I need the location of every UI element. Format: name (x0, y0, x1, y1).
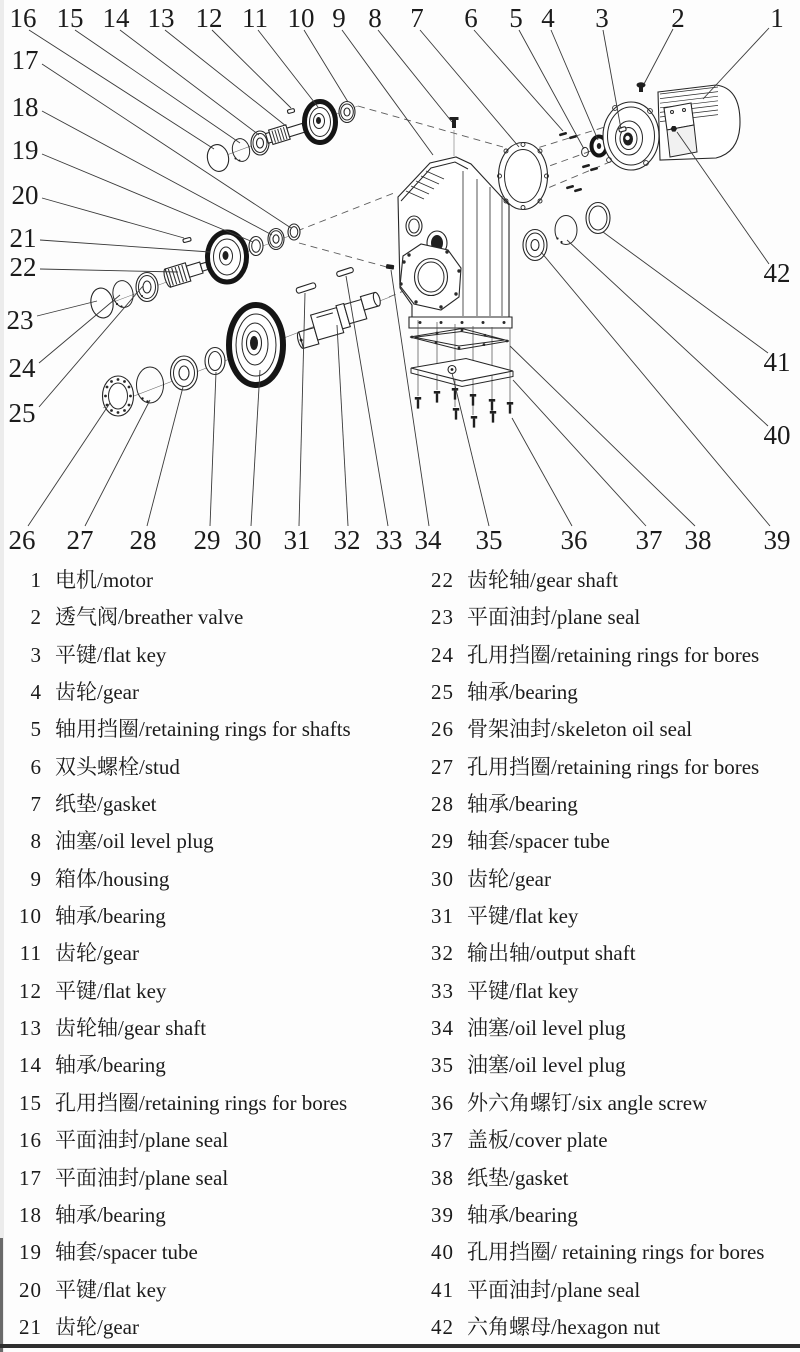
part-label: 齿轮/gear (55, 1314, 139, 1339)
part-label: 轴套/spacer tube (55, 1240, 198, 1265)
part-number: 18 (19, 1202, 42, 1227)
callout-number-28: 28 (129, 525, 157, 555)
callout-number-32: 32 (333, 525, 361, 555)
parts-list-row (422, 973, 796, 1010)
flat-key-33 (336, 267, 354, 277)
part-label: 孔用挡圈/retaining rings for bores (467, 642, 760, 667)
part-number: 27 (431, 754, 454, 779)
part-number: 42 (431, 1314, 454, 1339)
part-number: 4 (30, 680, 42, 705)
callout-number-12: 12 (195, 3, 223, 33)
part-label: 双头螺栓/stud (55, 754, 180, 779)
part-label: 轴承/bearing (55, 1053, 166, 1078)
callout-number-35: 35 (475, 525, 503, 555)
parts-list-row (422, 1160, 796, 1197)
flat-key-31 (296, 282, 317, 294)
part-label: 纸垫/gasket (55, 792, 157, 817)
parts-list-right-column (422, 562, 796, 1346)
parts-list-row (12, 1272, 412, 1309)
part-number: 17 (19, 1165, 42, 1190)
part-label: 外六角螺钉/six angle screw (467, 1090, 708, 1115)
part-number: 11 (19, 941, 42, 966)
callout-leader-5 (519, 30, 584, 149)
callout-leader-11 (258, 30, 318, 107)
part-number: 15 (19, 1090, 42, 1115)
callout-number-22: 22 (9, 252, 37, 282)
part-number: 21 (19, 1314, 42, 1339)
part-label: 平面油封/plane seal (55, 1165, 229, 1190)
callout-number-11: 11 (242, 3, 268, 33)
part-number: 13 (19, 1016, 42, 1041)
part-number: 35 (431, 1053, 454, 1078)
part-label: 输出轴/output shaft (467, 941, 636, 966)
callout-leader-6 (474, 30, 563, 131)
parts-list-row (12, 861, 412, 898)
callout-leader-14 (120, 30, 259, 135)
part-label: 轴承/bearing (55, 1202, 166, 1227)
callout-number-1: 1 (770, 3, 784, 33)
callout-number-38: 38 (684, 525, 712, 555)
motor-1 (603, 82, 740, 170)
parts-list-row (12, 1047, 412, 1084)
callout-leader-29 (210, 372, 216, 526)
callout-leader-31 (299, 293, 305, 526)
callout-leader-38 (510, 346, 695, 526)
callout-leader-2 (644, 29, 673, 84)
callout-number-17: 17 (11, 45, 39, 75)
callout-number-21: 21 (9, 223, 37, 253)
callout-leader-40 (567, 240, 768, 426)
callout-leader-41 (603, 232, 768, 353)
callout-number-16: 16 (9, 3, 37, 33)
part-number: 25 (431, 680, 454, 705)
part-number: 8 (30, 829, 42, 854)
callout-leader-9 (342, 30, 433, 155)
page-bottom-rule (0, 1344, 800, 1348)
callout-number-34: 34 (414, 525, 442, 555)
skeleton-oil-seal-26 (103, 376, 134, 416)
plane-seal-41 (586, 203, 610, 234)
parts-list-row (12, 1309, 412, 1346)
part-number: 3 (30, 642, 42, 667)
part-label: 箱体/housing (55, 866, 170, 891)
callout-number-42: 42 (763, 258, 791, 288)
part-label: 齿轮轴/gear shaft (467, 568, 619, 592)
plane-seal-23 (89, 286, 116, 319)
part-label: 平键/flat key (467, 904, 579, 929)
part-label: 轴承/bearing (467, 792, 578, 817)
part-number: 24 (431, 642, 454, 667)
parts-list-row (12, 711, 412, 748)
callout-number-33: 33 (375, 525, 403, 555)
parts-list-row (12, 973, 412, 1010)
parts-list-row (12, 898, 412, 935)
part-number: 29 (431, 829, 454, 854)
callout-leader-15 (75, 30, 240, 143)
parts-list-row (422, 1010, 796, 1047)
callout-number-2: 2 (671, 3, 685, 33)
parts-list-row (12, 1234, 412, 1271)
part-number: 39 (431, 1202, 454, 1227)
retaining-ring-27 (137, 367, 164, 403)
part-label: 齿轮轴/gear shaft (55, 1016, 207, 1041)
part-label: 油塞/oil level plug (55, 829, 214, 854)
bearing-39 (523, 230, 547, 261)
callout-number-24: 24 (8, 353, 36, 383)
part-label: 骨架油封/skeleton oil seal (467, 717, 693, 742)
parts-list-row (12, 935, 412, 972)
oil-plug-34 (386, 264, 395, 270)
plane-seal-16 (205, 143, 231, 174)
part-label: 油塞/oil level plug (467, 1053, 626, 1078)
page-left-edge-dark (0, 1238, 3, 1352)
callout-number-25: 25 (8, 398, 36, 428)
part-number: 5 (30, 717, 42, 742)
part-label: 平键/flat key (467, 978, 579, 1003)
callout-number-5: 5 (509, 3, 523, 33)
parts-list-row (12, 637, 412, 674)
parts-list-row (422, 599, 796, 636)
part-label: 齿轮/gear (55, 680, 139, 705)
gear-30 (229, 305, 283, 385)
bearing-28 (171, 356, 198, 390)
part-number: 37 (431, 1128, 454, 1153)
part-label: 轴用挡圈/retaining rings for shafts (55, 717, 351, 742)
parts-list-row (422, 898, 796, 935)
part-label: 平面油封/plane seal (467, 605, 641, 630)
callout-number-31: 31 (283, 525, 311, 555)
parts-list-row (12, 786, 412, 823)
spacer-tube-19 (249, 237, 263, 256)
parts-list-row (12, 599, 412, 636)
callout-number-7: 7 (410, 3, 424, 33)
parts-list-row (12, 674, 412, 711)
callout-leader-18 (42, 111, 272, 235)
callout-leader-27 (85, 400, 150, 526)
part-number: 31 (431, 904, 454, 929)
parts-list-row (422, 1047, 796, 1084)
part-number: 9 (30, 866, 42, 891)
callout-number-15: 15 (56, 3, 84, 33)
callout-number-40: 40 (763, 420, 791, 450)
screw (453, 408, 459, 420)
screw (470, 394, 476, 406)
callout-number-19: 19 (11, 135, 39, 165)
part-label: 平面油封/plane seal (467, 1277, 641, 1302)
screw (507, 402, 513, 414)
callout-number-37: 37 (635, 525, 663, 555)
screw (434, 391, 440, 403)
part-number: 34 (431, 1016, 454, 1041)
screw (471, 416, 477, 428)
parts-list-row (12, 1010, 412, 1047)
callout-labels (7, 3, 791, 555)
callout-leader-28 (147, 387, 183, 526)
callout-number-8: 8 (368, 3, 382, 33)
screw (490, 411, 496, 423)
parts-list-row (422, 1085, 796, 1122)
callout-number-30: 30 (234, 525, 262, 555)
parts-list-row (12, 1160, 412, 1197)
callout-leader-7 (420, 30, 519, 147)
part-number: 10 (19, 904, 42, 929)
part-number: 2 (30, 605, 42, 630)
bearing-10 (339, 102, 355, 123)
right-side-seals (498, 143, 611, 261)
callout-number-26: 26 (8, 525, 36, 555)
parts-list-row (422, 749, 796, 786)
parts-list-row (422, 1309, 796, 1346)
callout-number-9: 9 (332, 3, 346, 33)
parts-list-row (422, 637, 796, 674)
callout-number-6: 6 (464, 3, 478, 33)
parts-list-row (422, 562, 796, 599)
parts-list-row (422, 861, 796, 898)
callout-number-36: 36 (560, 525, 588, 555)
retaining-ring-40 (555, 216, 577, 245)
parts-list-row (12, 823, 412, 860)
gasket-38 (410, 329, 509, 350)
spacer-tube-29 (205, 348, 225, 375)
part-label: 孔用挡圈/retaining rings for bores (467, 754, 760, 779)
callout-number-4: 4 (541, 3, 555, 33)
input-shaft-assembly (205, 102, 355, 174)
parts-list-row (422, 786, 796, 823)
part-label: 轴承/bearing (467, 680, 578, 705)
part-number: 40 (431, 1240, 454, 1265)
gear-21 (208, 232, 247, 282)
parts-list-row (422, 823, 796, 860)
callout-leader-30 (251, 370, 260, 526)
oil-plug-8 (450, 117, 459, 156)
callout-number-18: 18 (11, 92, 39, 122)
part-number: 33 (431, 978, 454, 1003)
callout-leader-36 (512, 418, 572, 526)
motor-flange (603, 102, 659, 170)
part-label: 电机/motor (55, 568, 153, 592)
housing-9 (386, 117, 512, 328)
part-label: 盖板/cover plate (467, 1128, 608, 1153)
parts-list-row (422, 1234, 796, 1271)
callout-leader-8 (378, 30, 452, 122)
part-label: 齿轮/gear (55, 941, 139, 966)
parts-list-row (422, 674, 796, 711)
plane-seal-17 (288, 224, 300, 240)
parts-list-row (12, 1085, 412, 1122)
part-number: 30 (431, 866, 454, 891)
part-label: 孔用挡圈/ retaining rings for bores (467, 1240, 765, 1265)
parts-list-row (422, 1272, 796, 1309)
parts-list-row (12, 1122, 412, 1159)
part-number: 7 (30, 792, 42, 817)
part-label: 油塞/oil level plug (467, 1016, 626, 1041)
parts-list-row (422, 1197, 796, 1234)
part-label: 孔用挡圈/retaining rings for bores (55, 1090, 348, 1115)
callout-number-39: 39 (763, 525, 791, 555)
part-number: 41 (431, 1277, 454, 1302)
callout-number-27: 27 (66, 525, 94, 555)
gear-11 (305, 102, 336, 143)
parts-list-row (12, 749, 412, 786)
part-number: 20 (19, 1277, 42, 1302)
bearing-25 (136, 273, 158, 302)
part-label: 齿轮/gear (467, 866, 551, 891)
part-number: 23 (431, 605, 454, 630)
part-label: 轴承/bearing (55, 904, 166, 929)
callout-leader-16 (29, 30, 214, 149)
screw (415, 397, 421, 409)
retaining-ring-24 (111, 279, 135, 309)
part-number: 19 (19, 1240, 42, 1265)
part-label: 平键/flat key (55, 642, 167, 667)
part-number: 16 (19, 1128, 42, 1153)
part-label: 平键/flat key (55, 978, 167, 1003)
parts-list-left-column (12, 562, 412, 1346)
cover-plate-37 (411, 359, 513, 387)
callout-number-14: 14 (102, 3, 130, 33)
callout-leader-12 (212, 30, 291, 108)
part-number: 6 (30, 754, 42, 779)
part-number: 1 (30, 568, 42, 592)
part-number: 14 (19, 1053, 42, 1078)
parts-list-row (422, 1122, 796, 1159)
part-number: 36 (431, 1090, 454, 1115)
part-number: 12 (19, 978, 42, 1003)
callout-leader-37 (513, 380, 646, 526)
callout-number-29: 29 (193, 525, 221, 555)
callout-leader-4 (551, 30, 598, 140)
callout-leader-22 (40, 269, 178, 272)
flat-key-12 (287, 108, 295, 113)
part-label: 纸垫/gasket (467, 1165, 569, 1190)
callout-number-3: 3 (595, 3, 609, 33)
part-label: 平面油封/plane seal (55, 1128, 229, 1153)
retaining-ring-15 (230, 137, 251, 163)
callout-number-20: 20 (11, 180, 39, 210)
callout-number-10: 10 (287, 3, 315, 33)
part-number: 22 (431, 568, 454, 592)
callout-leader-1 (703, 28, 769, 99)
part-number: 28 (431, 792, 454, 817)
part-label: 平键/flat key (55, 1277, 167, 1302)
callout-leader-26 (28, 403, 110, 526)
callout-number-41: 41 (763, 347, 791, 377)
callout-number-13: 13 (147, 3, 175, 33)
exploded-view-diagram (0, 0, 800, 560)
parts-list-row (12, 562, 412, 599)
part-label: 轴套/spacer tube (467, 829, 610, 854)
part-label: 轴承/bearing (467, 1202, 578, 1227)
parts-list-row (422, 711, 796, 748)
callout-leader-39 (541, 252, 770, 526)
intermediate-shaft-assembly (89, 224, 300, 320)
gasket-7 (498, 143, 549, 210)
parts-list-row (12, 1197, 412, 1234)
callout-number-23: 23 (6, 305, 34, 335)
callout-leader-33 (346, 276, 388, 526)
callout-leader-23 (37, 301, 97, 316)
callout-leader-10 (304, 30, 348, 102)
callout-leader-32 (337, 325, 348, 526)
part-number: 32 (431, 941, 454, 966)
part-number: 38 (431, 1165, 454, 1190)
part-label: 六角螺母/hexagon nut (467, 1314, 661, 1339)
motor-assembly (559, 82, 740, 192)
bearing-18 (268, 229, 284, 250)
parts-list-row (422, 935, 796, 972)
output-shaft-32 (291, 292, 387, 349)
part-number: 26 (431, 717, 454, 742)
part-label: 透气阀/breather valve (55, 605, 244, 630)
screw (489, 399, 495, 411)
